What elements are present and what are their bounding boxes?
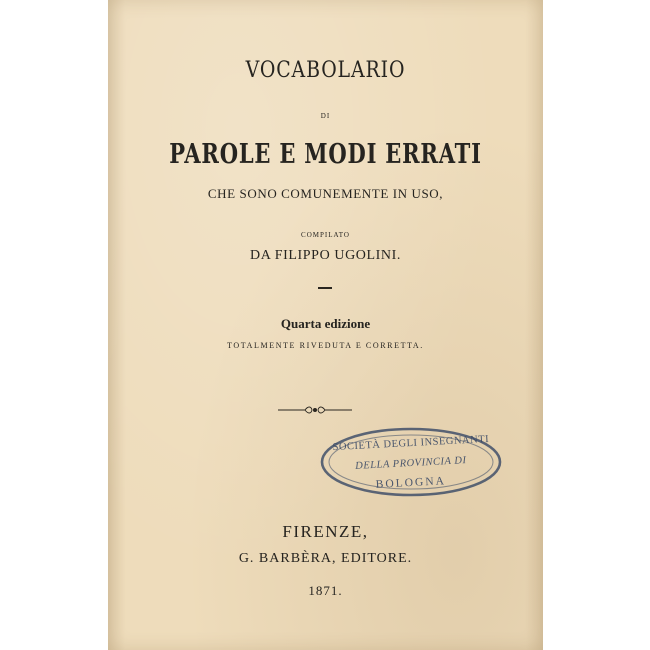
library-stamp bbox=[318, 424, 504, 500]
title-connector: DI bbox=[320, 112, 331, 120]
stamp-text-bottom: BOLOGNA bbox=[375, 475, 447, 491]
decorative-rule-icon bbox=[278, 404, 352, 416]
title-line-main: PAROLE E MODI ERRATI bbox=[169, 139, 482, 170]
book-title-page bbox=[108, 0, 543, 650]
separator-dash bbox=[318, 287, 332, 289]
title-line-vocabolario: VOCABOLARIO bbox=[245, 58, 406, 83]
imprint-year: 1871. bbox=[308, 583, 343, 598]
compiled-label: COMPILATO bbox=[301, 231, 350, 239]
author-line: DA FILIPPO UGOLINI. bbox=[249, 248, 401, 263]
edition-note: TOTALMENTE RIVEDUTA E CORRETTA. bbox=[227, 341, 424, 350]
edition-line: Quarta edizione bbox=[280, 316, 371, 331]
imprint-publisher: G. BARBÈRA, EDITORE. bbox=[238, 551, 413, 566]
stamp-text-top: SOCIETÀ DEGLI INSEGNANTI bbox=[332, 433, 490, 454]
imprint-city: FIRENZE, bbox=[282, 522, 369, 541]
stamp-text-middle: DELLA PROVINCIA DI bbox=[355, 455, 467, 472]
subtitle: CHE SONO COMUNEMENTE IN USO, bbox=[207, 186, 444, 201]
